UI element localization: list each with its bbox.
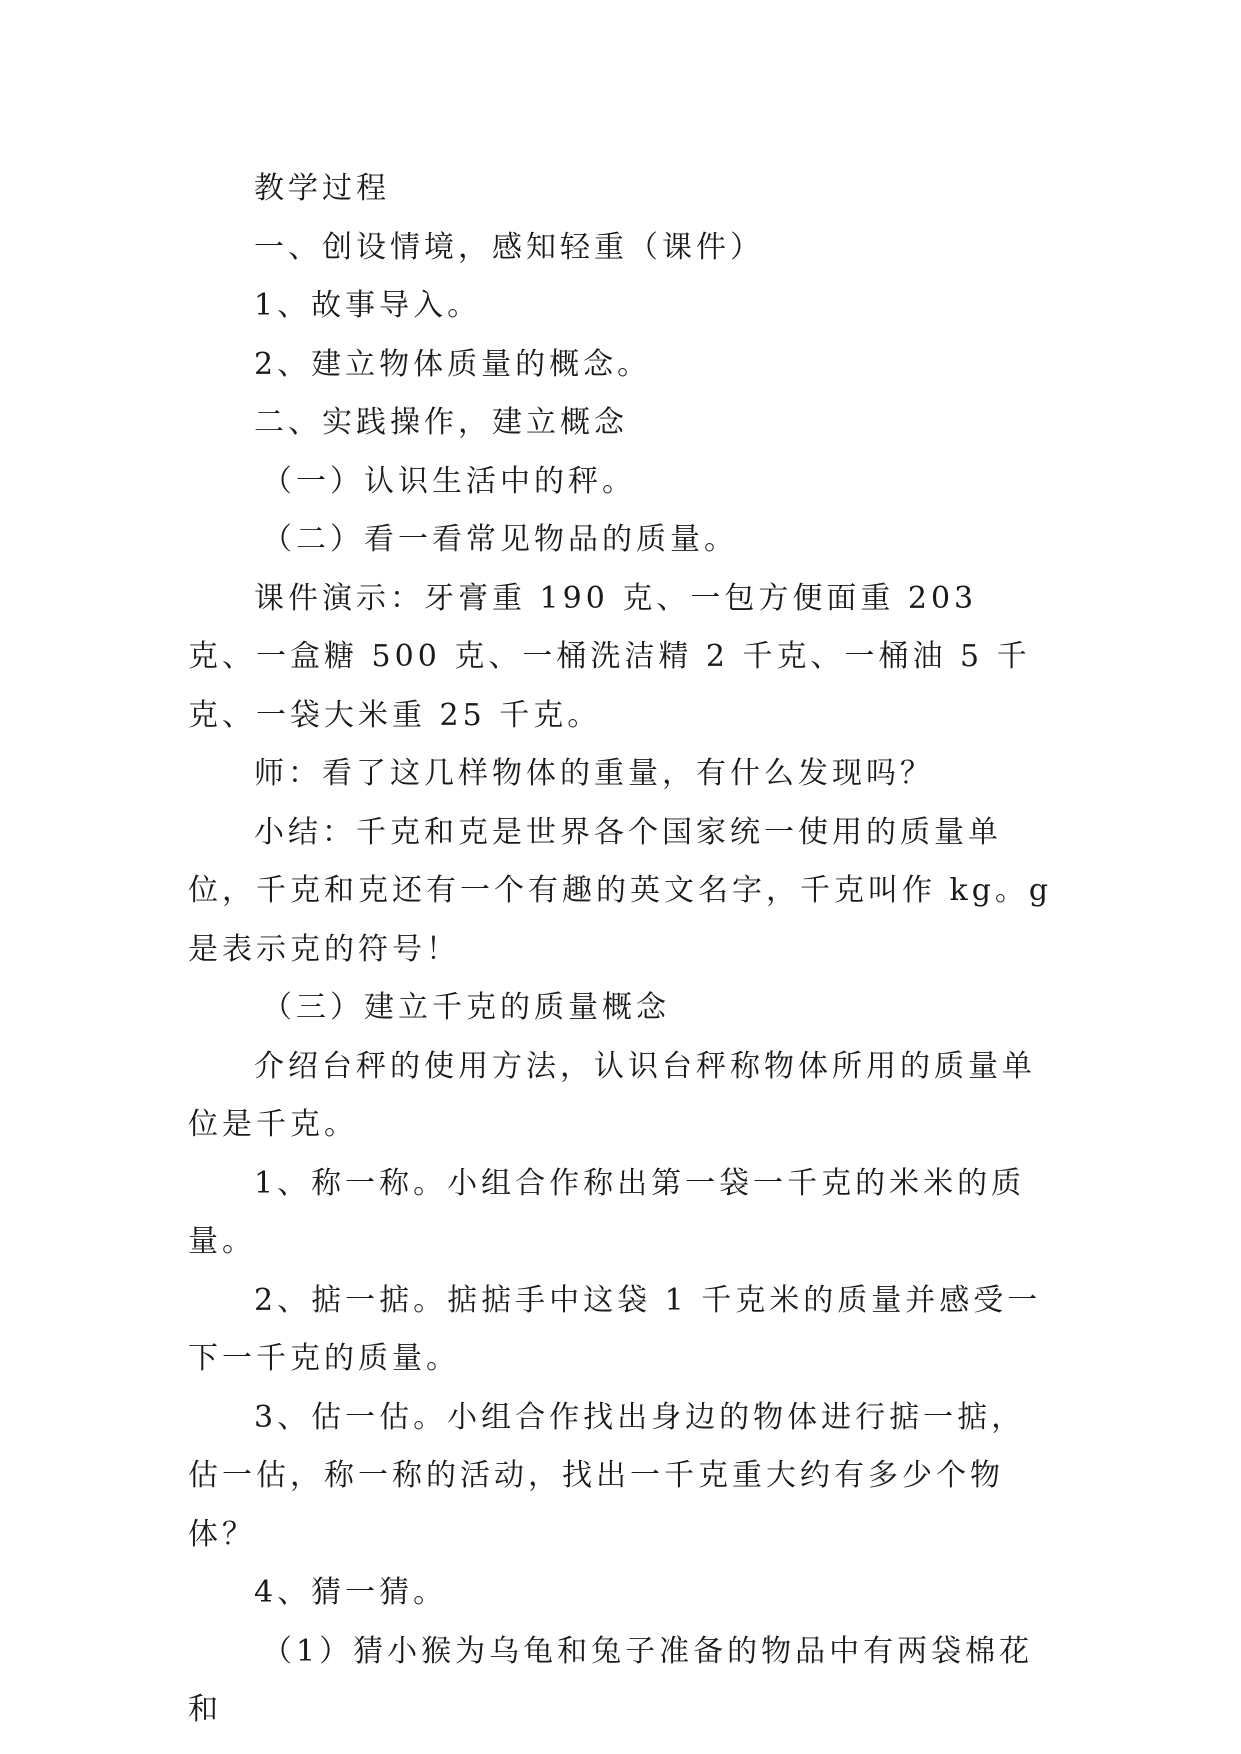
subheading: （一）认识生活中的秤。 [262,463,636,499]
paragraph: 2、掂一掂。掂掂手中这袋 1 千克米的质量并感受一下一千克的质量。 [188,1282,1042,1376]
paragraph: （1）猜小猴为乌龟和兔子准备的物品中有两袋棉花和 [188,1633,1034,1727]
paragraph: 4、猜一猜。 [254,1575,448,1610]
paragraph: 1、故事导入。 [254,288,482,323]
subheading: （三）建立千克的质量概念 [262,990,670,1025]
paragraph: 师：看了这几样物体的重量，有什么发现吗？ [254,756,934,791]
paragraph: 1、称一称。小组合作称出第一袋一千克的米米的质量。 [188,1165,1026,1259]
heading-part-two: 二、实践操作，建立概念 [254,405,628,440]
paragraph: 2、建立物体质量的概念。 [254,346,652,382]
paragraph: 介绍台秤的使用方法，认识台秤称物体所用的质量单位是千克。 [188,1048,1036,1142]
document-body [188,160,1058,1740]
subheading: （二）看一看常见物品的质量。 [262,522,738,557]
paragraph: 课件演示：牙膏重 190 克、一包方便面重 203 克、一盒糖 500 克、一桶洗洁精 2 千克、一桶油 5 千克、一袋大米重 25 千克。 [188,580,1031,733]
paragraph: 3、估一估。小组合作找出身边的物体进行掂一掂，估一估，称一称的活动，找出一千克重大约有多少个物体？ [188,1399,1026,1552]
heading-part-one: 一、创设情境，感知轻重（课件） [254,229,764,265]
paragraph: 小结：千克和克是世界各个国家统一使用的质量单位，千克和克还有一个有趣的英文名字，千克叫作 kg。g 是表示克的符号！ [188,814,1053,967]
section-title: 教学过程 [254,171,390,206]
